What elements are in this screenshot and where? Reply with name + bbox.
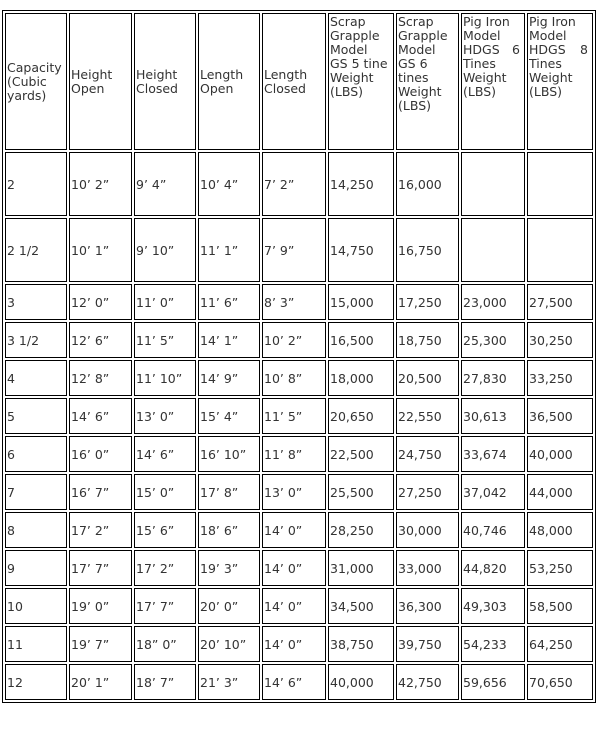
cell-capacity: 4	[5, 360, 67, 396]
cell-height-closed: 11’ 10”	[134, 360, 196, 396]
cell-capacity: 10	[5, 588, 67, 624]
cell-length-closed: 10’ 2”	[262, 322, 326, 358]
header-hdgs8-weight: Pig Iron Model HDGS 8 Tines Weight (LBS)	[527, 13, 593, 150]
cell-hdgs6-weight: 54,233	[461, 626, 525, 662]
cell-gs6-weight: 24,750	[396, 436, 459, 472]
cell-height-open: 17’ 7”	[69, 550, 132, 586]
cell-length-closed: 14’ 0”	[262, 626, 326, 662]
cell-hdgs6-weight: 59,656	[461, 664, 525, 700]
table-row	[5, 550, 593, 586]
cell-length-closed: 11’ 8”	[262, 436, 326, 472]
cell-height-open: 17’ 2”	[69, 512, 132, 548]
cell-gs6-weight: 20,500	[396, 360, 459, 396]
cell-height-open: 19’ 7”	[69, 626, 132, 662]
cell-height-open: 19’ 0”	[69, 588, 132, 624]
cell-length-closed: 7’ 2”	[262, 152, 326, 216]
cell-hdgs8-weight: 44,000	[527, 474, 593, 510]
cell-hdgs6-weight: 25,300	[461, 322, 525, 358]
cell-gs6-weight: 27,250	[396, 474, 459, 510]
header-gs5-weight: Scrap Grapple Model GS 5 tine Weight (LBS)	[328, 13, 394, 150]
cell-gs6-weight: 22,550	[396, 398, 459, 434]
table-row	[5, 436, 593, 472]
cell-gs5-weight: 25,500	[328, 474, 394, 510]
cell-capacity: 2	[5, 152, 67, 216]
table-row	[5, 218, 593, 282]
cell-length-closed: 14’ 0”	[262, 512, 326, 548]
table-row	[5, 664, 593, 700]
cell-length-open: 19’ 3”	[198, 550, 260, 586]
cell-gs5-weight: 16,500	[328, 322, 394, 358]
cell-gs6-weight: 17,250	[396, 284, 459, 320]
cell-height-open: 16’ 0”	[69, 436, 132, 472]
cell-hdgs6-weight: 44,820	[461, 550, 525, 586]
cell-capacity: 7	[5, 474, 67, 510]
cell-gs5-weight: 14,750	[328, 218, 394, 282]
table-row	[5, 588, 593, 624]
cell-capacity: 8	[5, 512, 67, 548]
cell-hdgs8-weight: 64,250	[527, 626, 593, 662]
cell-capacity: 5	[5, 398, 67, 434]
cell-length-open: 11’ 6”	[198, 284, 260, 320]
cell-length-closed: 14’ 6”	[262, 664, 326, 700]
cell-height-open: 10’ 1”	[69, 218, 132, 282]
cell-gs6-weight: 16,000	[396, 152, 459, 216]
cell-length-open: 11’ 1”	[198, 218, 260, 282]
cell-capacity: 6	[5, 436, 67, 472]
cell-length-closed: 8’ 3”	[262, 284, 326, 320]
header-gs6-weight: Scrap Grapple Model GS 6 tines Weight (LBS)	[396, 13, 459, 150]
cell-length-open: 18’ 6”	[198, 512, 260, 548]
cell-height-closed: 13’ 0”	[134, 398, 196, 434]
table-row	[5, 474, 593, 510]
cell-gs6-weight: 33,000	[396, 550, 459, 586]
cell-gs6-weight: 39,750	[396, 626, 459, 662]
cell-gs5-weight: 34,500	[328, 588, 394, 624]
cell-gs5-weight: 40,000	[328, 664, 394, 700]
cell-gs6-weight: 36,300	[396, 588, 459, 624]
cell-gs5-weight: 18,000	[328, 360, 394, 396]
cell-length-open: 15’ 4”	[198, 398, 260, 434]
cell-hdgs8-weight: 30,250	[527, 322, 593, 358]
cell-hdgs6-weight: 23,000	[461, 284, 525, 320]
cell-height-closed: 9’ 10”	[134, 218, 196, 282]
cell-length-closed: 13’ 0”	[262, 474, 326, 510]
cell-length-open: 10’ 4”	[198, 152, 260, 216]
cell-hdgs8-weight: 70,650	[527, 664, 593, 700]
cell-hdgs6-weight: 33,674	[461, 436, 525, 472]
cell-length-open: 20’ 10”	[198, 626, 260, 662]
cell-gs5-weight: 31,000	[328, 550, 394, 586]
cell-hdgs6-weight: 37,042	[461, 474, 525, 510]
cell-height-closed: 11’ 0”	[134, 284, 196, 320]
cell-height-open: 12’ 6”	[69, 322, 132, 358]
cell-gs5-weight: 20,650	[328, 398, 394, 434]
cell-gs5-weight: 22,500	[328, 436, 394, 472]
table-row	[5, 360, 593, 396]
cell-length-open: 14’ 1”	[198, 322, 260, 358]
cell-capacity: 12	[5, 664, 67, 700]
cell-gs5-weight: 15,000	[328, 284, 394, 320]
cell-hdgs6-weight: 49,303	[461, 588, 525, 624]
cell-capacity: 3 1/2	[5, 322, 67, 358]
cell-hdgs6-weight: 27,830	[461, 360, 525, 396]
cell-hdgs8-weight	[527, 152, 593, 216]
cell-capacity: 9	[5, 550, 67, 586]
cell-hdgs8-weight: 58,500	[527, 588, 593, 624]
cell-length-open: 17’ 8”	[198, 474, 260, 510]
cell-height-open: 10’ 2”	[69, 152, 132, 216]
cell-hdgs8-weight	[527, 218, 593, 282]
cell-height-closed: 17’ 2”	[134, 550, 196, 586]
cell-hdgs8-weight: 33,250	[527, 360, 593, 396]
table-body	[5, 152, 593, 700]
cell-height-closed: 17’ 7”	[134, 588, 196, 624]
cell-hdgs6-weight: 40,746	[461, 512, 525, 548]
cell-length-open: 16’ 10”	[198, 436, 260, 472]
cell-hdgs6-weight	[461, 218, 525, 282]
table-row	[5, 626, 593, 662]
header-height-closed: Height Closed	[134, 13, 196, 150]
cell-height-closed: 14’ 6”	[134, 436, 196, 472]
header-length-open: Length Open	[198, 13, 260, 150]
header-row	[5, 13, 593, 150]
cell-height-open: 12’ 0”	[69, 284, 132, 320]
header-hdgs6-weight: Pig Iron Model HDGS 6 Tines Weight (LBS)	[461, 13, 525, 150]
cell-height-closed: 11’ 5”	[134, 322, 196, 358]
cell-hdgs8-weight: 40,000	[527, 436, 593, 472]
cell-gs5-weight: 14,250	[328, 152, 394, 216]
cell-gs6-weight: 30,000	[396, 512, 459, 548]
cell-height-closed: 15’ 0”	[134, 474, 196, 510]
cell-length-open: 14’ 9”	[198, 360, 260, 396]
cell-hdgs6-weight	[461, 152, 525, 216]
header-height-open: Height Open	[69, 13, 132, 150]
table-row	[5, 398, 593, 434]
cell-height-open: 12’ 8”	[69, 360, 132, 396]
cell-hdgs6-weight: 30,613	[461, 398, 525, 434]
cell-height-closed: 9’ 4”	[134, 152, 196, 216]
table-row	[5, 322, 593, 358]
table-row	[5, 284, 593, 320]
cell-gs6-weight: 18,750	[396, 322, 459, 358]
cell-capacity: 3	[5, 284, 67, 320]
table-wrapper	[2, 10, 596, 703]
cell-hdgs8-weight: 48,000	[527, 512, 593, 548]
cell-hdgs8-weight: 36,500	[527, 398, 593, 434]
cell-gs6-weight: 16,750	[396, 218, 459, 282]
cell-length-open: 20’ 0”	[198, 588, 260, 624]
cell-hdgs8-weight: 53,250	[527, 550, 593, 586]
cell-length-closed: 11’ 5”	[262, 398, 326, 434]
cell-capacity: 11	[5, 626, 67, 662]
cell-height-closed: 18” 0”	[134, 626, 196, 662]
table-header	[5, 13, 593, 150]
cell-height-closed: 18’ 7”	[134, 664, 196, 700]
grapple-spec-table	[2, 10, 596, 703]
cell-gs5-weight: 38,750	[328, 626, 394, 662]
header-capacity: Capacity (Cubic yards)	[5, 13, 67, 150]
table-row	[5, 152, 593, 216]
table-row	[5, 512, 593, 548]
header-length-closed: Length Closed	[262, 13, 326, 150]
cell-length-closed: 7’ 9”	[262, 218, 326, 282]
cell-height-closed: 15’ 6”	[134, 512, 196, 548]
cell-height-open: 16’ 7”	[69, 474, 132, 510]
cell-length-open: 21’ 3”	[198, 664, 260, 700]
cell-length-closed: 14’ 0”	[262, 588, 326, 624]
cell-height-open: 20’ 1”	[69, 664, 132, 700]
cell-length-closed: 14’ 0”	[262, 550, 326, 586]
cell-capacity: 2 1/2	[5, 218, 67, 282]
cell-hdgs8-weight: 27,500	[527, 284, 593, 320]
cell-height-open: 14’ 6”	[69, 398, 132, 434]
cell-gs6-weight: 42,750	[396, 664, 459, 700]
cell-gs5-weight: 28,250	[328, 512, 394, 548]
cell-length-closed: 10’ 8”	[262, 360, 326, 396]
